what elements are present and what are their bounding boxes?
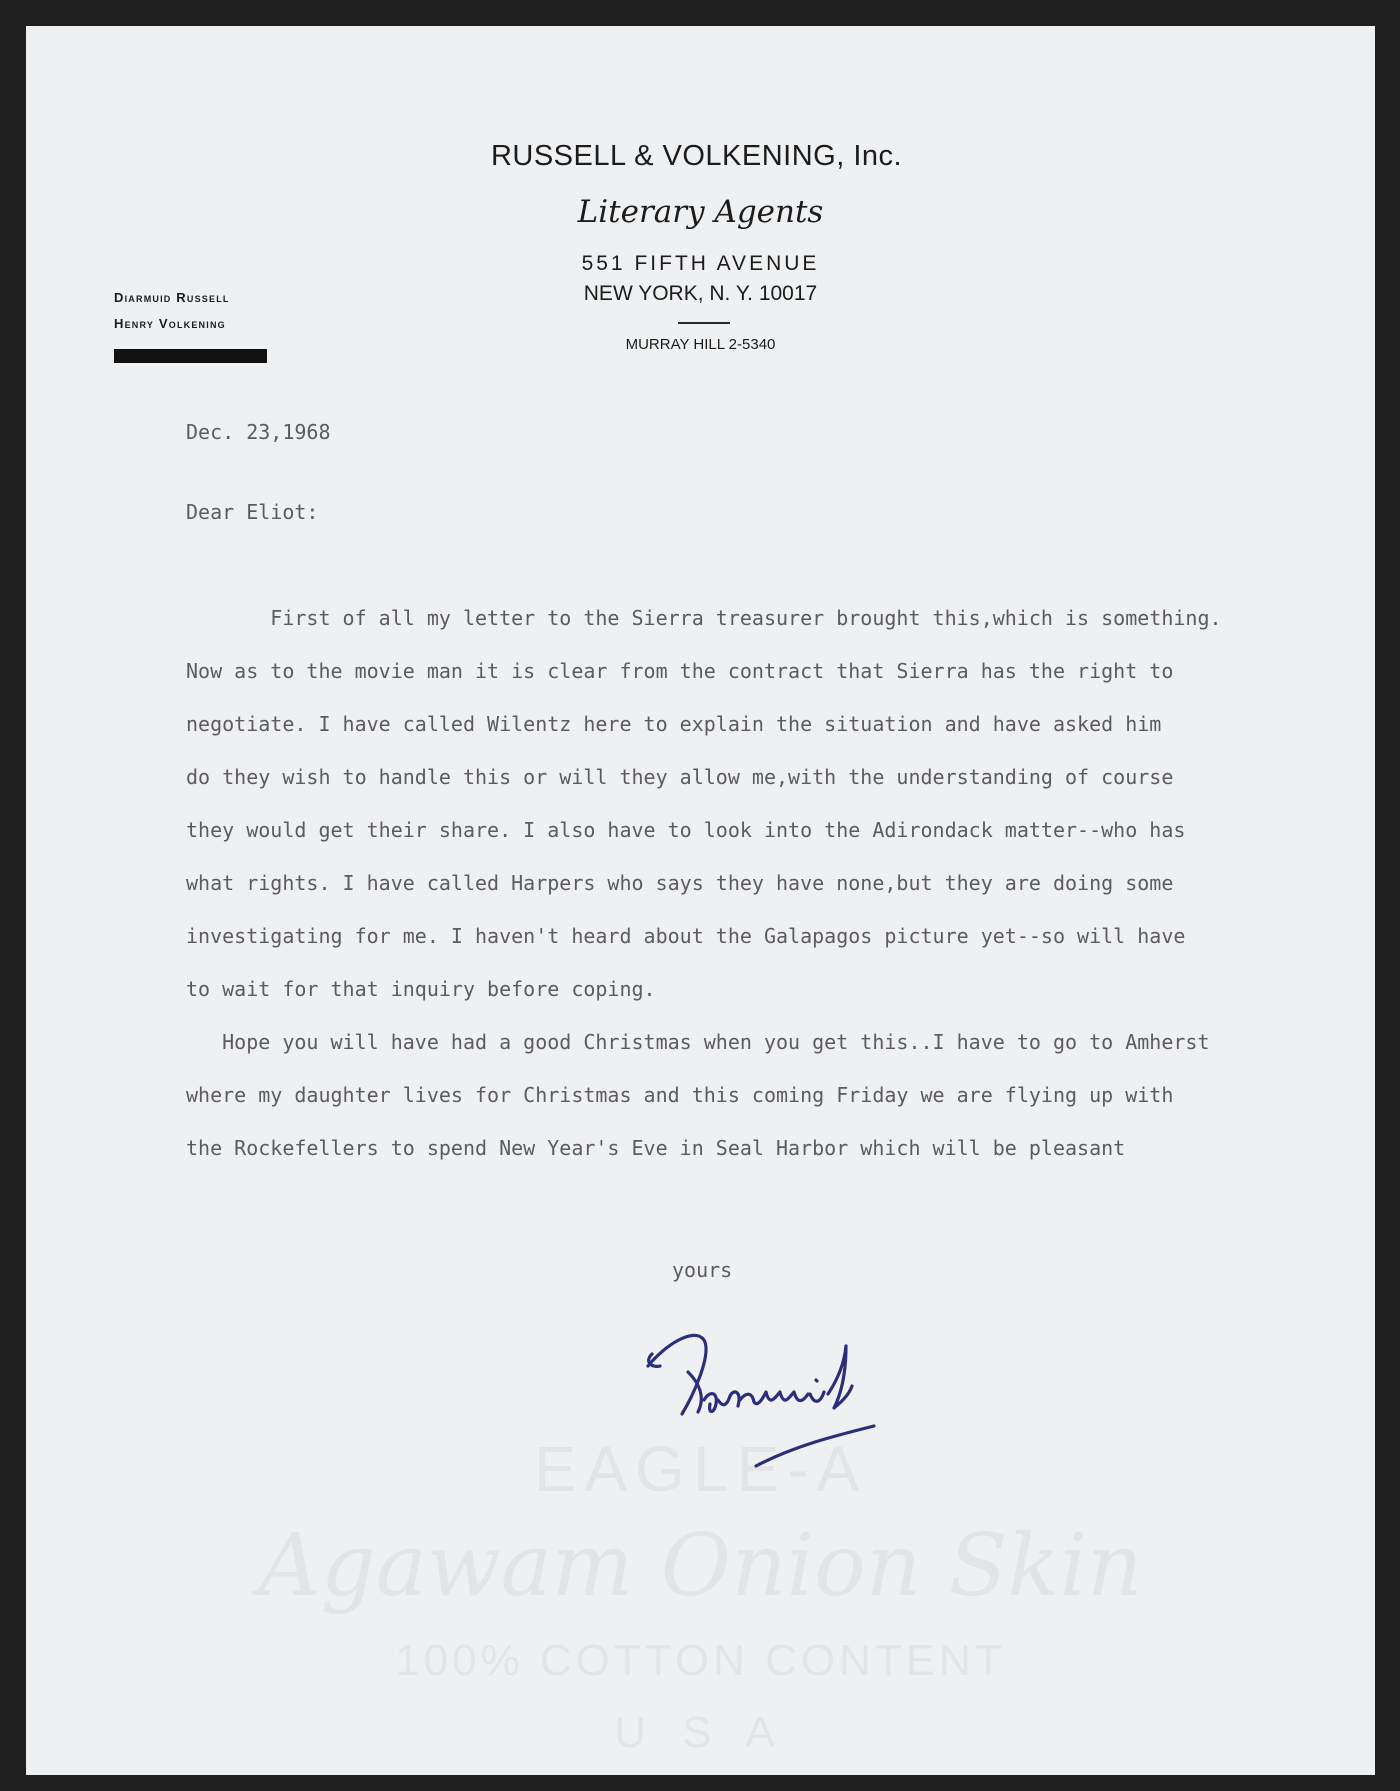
body-line: what rights. I have called Harpers who says they have none,but they are doing some <box>186 871 1174 895</box>
watermark-content: 100% COTTON CONTENT <box>395 1636 1006 1685</box>
watermark-paper-name: Agawam Onion Skin <box>258 1516 1143 1616</box>
handwritten-signature <box>634 1296 934 1486</box>
body-line: First of all my letter to the Sierra treasurer brought this,which is something. <box>186 606 1222 630</box>
body-line: they would get their share. I also have to look into the Adirondack matter--who has <box>186 818 1186 842</box>
letterhead-partners <box>114 290 230 342</box>
body-line: where my daughter lives for Christmas and this coming Friday we are flying up with <box>186 1083 1174 1107</box>
body-line: the Rockefellers to spend New Year's Eve in Seal Harbor which will be pleasant <box>186 1136 1126 1160</box>
letter-closing: yours <box>672 1258 733 1282</box>
letterhead-phone: MURRAY HILL 2-5340 <box>625 336 776 353</box>
body-line: Now as to the movie man it is clear from the contract that Sierra has the right to <box>186 659 1174 683</box>
letter-page <box>26 26 1375 1775</box>
watermark-origin: U S A <box>614 1708 787 1757</box>
letter-salutation: Dear Eliot: <box>186 500 319 524</box>
redaction-bar <box>114 349 267 363</box>
partner-name: Henry Volkening <box>114 316 226 331</box>
watermark-brand: EAGLE-A <box>533 1433 868 1505</box>
body-line: investigating for me. I haven't heard about the Galapagos picture yet--so will have <box>186 924 1186 948</box>
body-line: Hope you will have had a good Christmas when you get this..I have to go to Amherst <box>186 1030 1210 1054</box>
letterhead-tagline: Literary Agents <box>577 194 824 230</box>
body-line: do they wish to handle this or will they allow me,with the understanding of course <box>186 765 1174 789</box>
partner-name: Diarmuid Russell <box>114 290 230 305</box>
body-line: to wait for that inquiry before coping. <box>186 977 656 1001</box>
letterhead-divider <box>678 322 730 324</box>
letterhead-address-street: 551 FIFTH AVENUE <box>581 252 820 275</box>
letter-date: Dec. 23,1968 <box>186 420 331 444</box>
letterhead-company: RUSSELL & VOLKENING, Inc. <box>490 140 903 172</box>
body-line: negotiate. I have called Wilentz here to explain the situation and have asked him <box>186 712 1162 736</box>
letterhead-address-city: NEW YORK, N. Y. 10017 <box>583 282 818 305</box>
